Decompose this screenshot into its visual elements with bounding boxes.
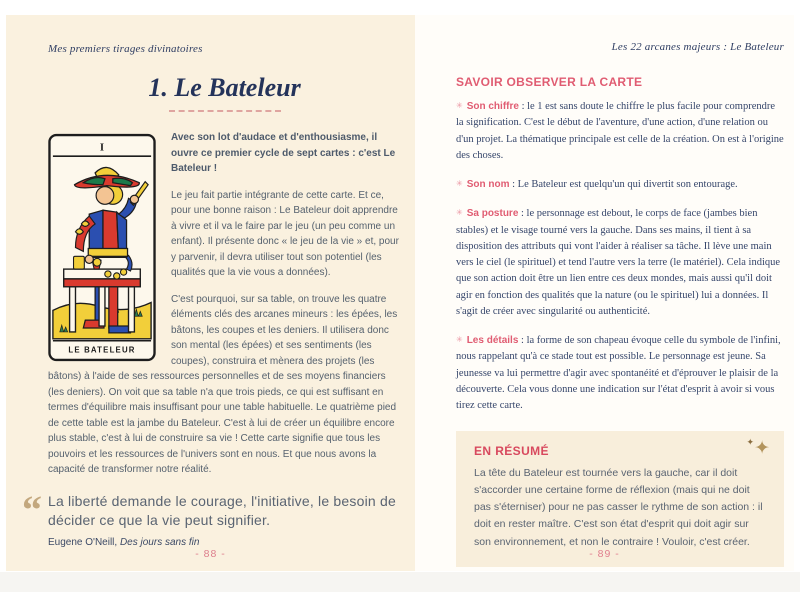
summary-box: [456, 431, 784, 568]
quote-author: Eugene O'Neill,: [48, 537, 120, 549]
summary-text: La tête du Bateleur est tournée vers la gauche, car il doit s'accorder une certaine forme de réflexion (mais qui ne doit pas s'éterniser) pour ne pas casser le rythme de son action : il doit en rester maître. C'est son état d'esprit qui doit agir sur son environnement, et non le contraire ! Vouloir, c'est créer.: [474, 466, 763, 548]
title-underline-decoration: [169, 110, 281, 112]
page-number-left: - 88 -: [195, 548, 226, 560]
bullet-text: : la forme de son chapeau évoque celle du symbole de l'infini, nous rappelant qu'à ce stade tout est possible. Le personnage est jeune. Sa jeunesse va lui permettre d'agir avec spontanéité et d'éprouver le plaisir de la découverte. Cela vous donne une indication sur l'état d'esprit à avoir si vous tirez cette carte.: [456, 335, 781, 412]
bullet-sa-posture: [456, 206, 784, 320]
quote-mark-icon: “: [22, 486, 42, 532]
bullet-les-details: [456, 333, 784, 414]
quote-work-title: Des jours sans fin: [119, 537, 200, 549]
bullet-label: Son nom: [466, 179, 510, 191]
sparkle-bullet-icon: ✳: [456, 179, 463, 189]
section-title: SAVOIR OBSERVER LA CARTE: [456, 75, 643, 89]
bullet-son-nom: [456, 177, 784, 193]
body-paragraph-2: Le jeu fait partie intégrante de cette carte. Et ce, pour une bonne raison : Le Bateleur doit apprendre à vivre et il va le faire par le jeu (un peu comme un enfant). Il présente donc « le jeu de la vie » et, pour y parvenir, il devra utiliser tout son potentiel (les qualités que la vie vous a données).: [171, 189, 399, 278]
sparkle-big-icon: ✦: [754, 437, 770, 459]
bullet-text: : le personnage est debout, le corps de face (jambes bien stables) et le visage tourné vers la gauche. Dans ses mains, il tient à sa disposition des attributs qui vont l'aider à réaliser sa tâche. Il lève une main vers le ciel (le spirituel) et tend l'autre vers la terre (le matériel). Cela indique que son action doit être un lien entre ces deux mondes, mais aussi qu'il doit agir en fonction des qualités que la nature (ou le spirituel) lui a données. Il s'agit de créer avec singularité ou authenticité.: [456, 208, 781, 317]
bullet-label: Sa posture: [466, 208, 519, 220]
left-book-page: [6, 15, 415, 571]
right-book-page: [415, 15, 794, 571]
page-title: 1. Le Bateleur: [148, 73, 301, 102]
bullet-label: Les détails: [466, 335, 519, 347]
sparkle-bullet-icon: ✳: [456, 101, 463, 110]
bullet-text: : le 1 est sans doute le chiffre le plus facile pour comprendre la signification. C'est le début de l'aventure, d'une action, d'une relation ou d'un projet. La thématique principale est celle de la création. On est à l'origine des choses.: [456, 101, 784, 161]
summary-title: EN RÉSUMÉ: [474, 443, 549, 458]
right-running-header: Les 22 arcanes majeurs : Le Bateleur: [611, 41, 784, 53]
quote-text: La liberté demande le courage, l'initiative, le besoin de décider ce que la vie peut signifier.: [48, 492, 396, 528]
intro-paragraph: Avec son lot d'audace et d'enthousiasme, il ouvre ce premier cycle de sept cartes : c'est Le Bateleur !: [171, 132, 396, 174]
bottom-margin-strip: [0, 572, 800, 592]
sparkle-icon: [746, 436, 770, 459]
sparkle-bullet-icon: ✳: [456, 335, 463, 345]
bullet-label: Son chiffre: [466, 101, 519, 112]
sparkle-bullet-icon: ✳: [456, 208, 463, 218]
page-number-right: - 89 -: [589, 548, 620, 560]
sparkle-small-icon: ✦: [746, 436, 754, 447]
body-paragraph-3: C'est pourquoi, sur sa table, on trouve les quatre éléments clés des arcanes mineurs : les épées, les bâtons, les coupes et les deniers. Il utilisera donc son mental (les épées) et ses sentiments (les coupes), construira et mènera des projets (les bâtons) à l'aide de ses ressources personnelles et de ses moyens financiers (les deniers). On voit que sa table n'a que trois pieds, ce qui est suffisant en termes d'équilibre mais insuffisant pour une table habituelle. Le quatrième pied de cette table est la jambe du Bateleur. C'est à lui de créer un équilibre encore plus stable, c'est à lui de construire sa vie ! Cette carte signifie que tous les pouvoirs et les ressources de l'univers sont en nous. Et que nous avons la capacité de transformer notre réalité.: [48, 293, 398, 475]
left-running-header: Mes premiers tirages divinatoires: [48, 43, 203, 55]
bullet-son-chiffre: [456, 99, 784, 164]
left-body-text: [22, 130, 401, 551]
card-numeral: I: [99, 141, 105, 154]
tarot-card-illustration: [48, 133, 156, 362]
card-caption: LE BATELEUR: [68, 345, 136, 355]
quote-block: [22, 486, 401, 551]
bullet-text: : Le Bateleur est quelqu'un qui divertit son entourage.: [509, 179, 738, 191]
